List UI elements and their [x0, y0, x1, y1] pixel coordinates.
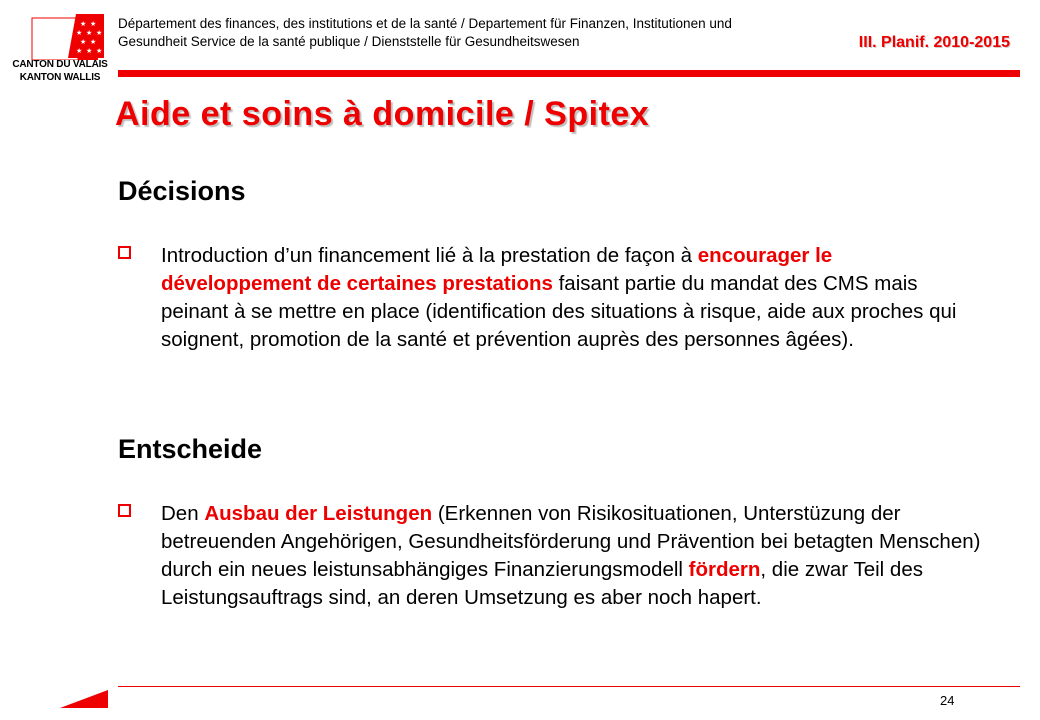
footer-triangle-icon: [60, 690, 108, 708]
bullet-text-decisions: [161, 242, 988, 354]
highlight-run: Ausbau der Leistungen: [204, 502, 433, 525]
bullet-text-entscheide: [161, 500, 988, 612]
svg-text:★: ★: [90, 38, 97, 46]
logo-line-2: KANTON WALLIS: [19, 72, 101, 83]
svg-text:★: ★: [80, 38, 87, 46]
logo-caption: [6, 58, 114, 84]
header-divider: [118, 70, 1020, 77]
bullet-entscheide: [118, 500, 988, 612]
svg-text:★: ★: [96, 29, 103, 37]
bullet-square-icon: [118, 246, 131, 259]
department-header: Département des finances, des institutions et de la santé / Departement für Finanzen, Institutionen und Gesundheit Service de la santé publique / Dienststelle für Gesundheitswesen: [118, 16, 732, 49]
svg-text:★: ★: [90, 20, 97, 28]
page-number: 24: [940, 693, 955, 708]
valais-coat-of-arms-icon: [8, 12, 108, 60]
section-heading-entscheide: Entscheide: [118, 434, 263, 464]
bullet-square-icon: [118, 504, 131, 517]
logo-line-1: CANTON DU VALAIS: [12, 59, 108, 70]
canton-valais-logo: [8, 12, 108, 102]
svg-text:★: ★: [76, 29, 83, 37]
svg-text:★: ★: [80, 20, 87, 28]
text-run: , die zwar Teil des Leistungsauftrags sind, an deren Umsetzung es aber noch hapert.: [161, 558, 923, 609]
highlight-run: fördern: [688, 558, 761, 581]
text-run: faisant partie du mandat des CMS mais peinant à se mettre en place (identification des situations à risque, aide aux proches qui soignent, promotion de la santé et prévention auprès des personnes âgées).: [161, 272, 957, 351]
svg-text:★: ★: [76, 47, 83, 55]
section-heading-decisions: Décisions: [118, 176, 246, 206]
footer-divider: [118, 686, 1020, 687]
text-run: Introduction d’un financement lié à la prestation de façon à: [161, 244, 698, 267]
planning-badge: III. Planif. 2010-2015: [858, 34, 1010, 51]
svg-text:★: ★: [96, 47, 103, 55]
text-run: Den: [161, 502, 205, 525]
slide-title: Aide et soins à domicile / Spitex: [115, 95, 650, 133]
svg-text:★: ★: [86, 29, 93, 37]
text-run: (Erkennen von Risikosituationen, Unterstüzung der betreuenden Angehörigen, Gesundheitsförderung und Prävention bei betagten Menschen) durch ein neues leistunsabhängiges Finanzierungsmodell: [161, 502, 981, 581]
svg-text:★: ★: [86, 47, 93, 55]
bullet-decisions: [118, 242, 988, 354]
highlight-run: encourager le développement de certaines prestations: [161, 244, 833, 295]
